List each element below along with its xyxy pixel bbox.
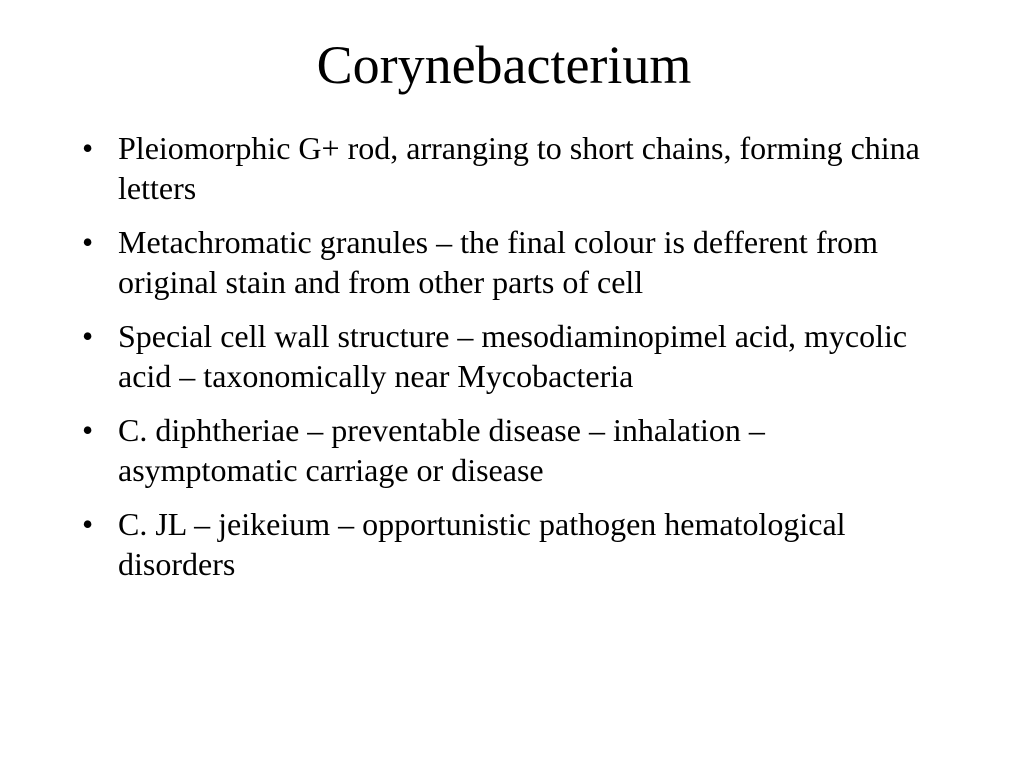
bullet-dot-icon: •: [82, 412, 94, 448]
bullet-dot-icon: •: [82, 506, 94, 542]
bullet-text: Pleiomorphic G+ rod, arranging to short chains, forming china letters: [118, 130, 920, 206]
bullet-item: [78, 222, 948, 302]
bullet-text: C. diphtheriae – preventable disease – inhalation – asymptomatic carriage or disease: [118, 412, 765, 488]
bullet-text: C. JL – jeikeium – opportunistic pathogen hematological disorders: [118, 506, 846, 582]
bullet-item: [78, 128, 948, 208]
bullet-item: [78, 504, 948, 584]
bullet-item: [78, 410, 948, 490]
bullet-text: Metachromatic granules – the final colour is defferent from original stain and from other parts of cell: [118, 224, 879, 300]
bullet-list: [78, 128, 948, 598]
bullet-text: Special cell wall structure – mesodiaminopimel acid, mycolic acid – taxonomically near Mycobacteria: [118, 318, 908, 394]
bullet-dot-icon: •: [82, 224, 94, 260]
bullet-dot-icon: •: [82, 130, 94, 166]
slide-title: Corynebacterium: [316, 35, 692, 95]
bullet-dot-icon: •: [82, 318, 94, 354]
bullet-item: [78, 316, 948, 396]
